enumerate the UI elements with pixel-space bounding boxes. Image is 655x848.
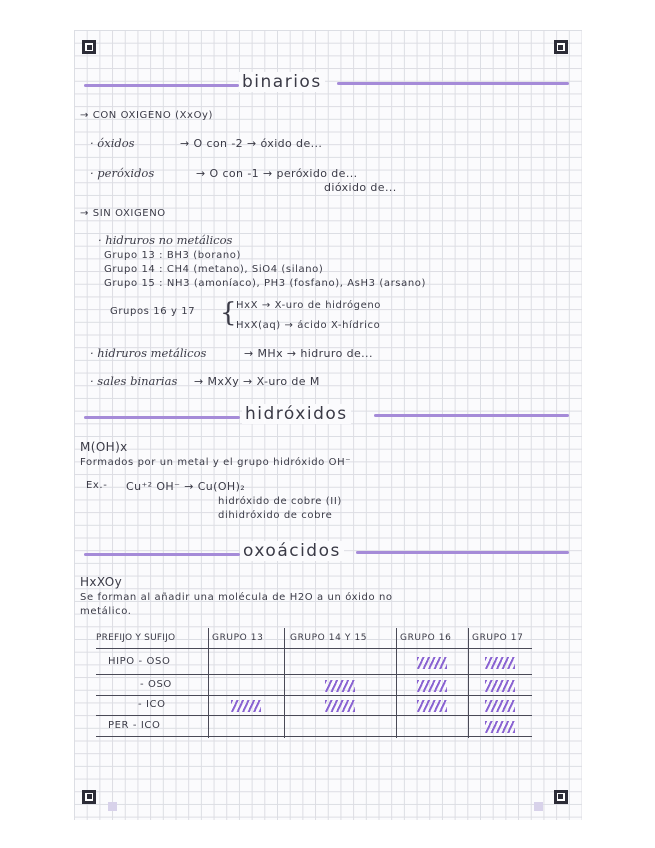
oxoacido-description-1: Se forman al añadir una molécula de H2O a un óxido no (80, 592, 393, 603)
sales-binarias-label: · sales binarias (90, 374, 178, 388)
grupo-15-line: Grupo 15 : NH3 (amoníaco), PH3 (fosfano), AsH3 (arsano) (104, 278, 426, 289)
corner-marker-top-right (554, 40, 568, 54)
hx-aq-rule: HxX(aq) → ácido X-hídrico (236, 320, 381, 331)
table-header: GRUPO 13 (212, 633, 264, 643)
hatch-mark (485, 721, 515, 733)
corner-marker-bottom-left (82, 790, 96, 804)
grupo-14-line: Grupo 14 : CH4 (metano), SiO4 (silano) (104, 264, 324, 275)
example-name-2: dihidróxido de cobre (218, 510, 333, 521)
corner-marker-bottom-right (554, 790, 568, 804)
hidroxido-description: Formados por un metal y el grupo hidróxido OH⁻ (80, 457, 352, 468)
peroxidos-alt: dióxido de... (324, 181, 397, 194)
table-header: GRUPO 17 (472, 633, 524, 643)
hatch-mark (485, 657, 515, 669)
hatch-mark (325, 700, 355, 712)
sin-oxigeno-title: → SIN OXIGENO (80, 208, 166, 219)
grupos-16-17-label: Grupos 16 y 17 (110, 306, 196, 317)
hidruros-metalicos-rule: → MHx → hidruro de... (244, 347, 373, 360)
hatch-mark (325, 680, 355, 692)
table-row-label: - ICO (138, 699, 166, 710)
table-rule (96, 648, 532, 649)
hatch-mark (417, 680, 447, 692)
con-oxigeno-title: → CON OXIGENO (XxOy) (80, 110, 214, 121)
table-rule (96, 736, 532, 737)
table-rule (96, 715, 532, 716)
hatch-mark (417, 700, 447, 712)
hidruros-metalicos-label: · hidruros metálicos (90, 346, 207, 360)
heading-rule (84, 553, 240, 556)
section-heading-oxoacidos: oxoácidos (240, 541, 344, 561)
table-rule (208, 628, 209, 738)
hx-rule: HxX → X-uro de hidrógeno (236, 300, 382, 311)
hatch-mark (485, 700, 515, 712)
heading-rule (337, 82, 569, 85)
table-row-label: PER - ICO (108, 720, 161, 731)
table-rule (284, 628, 285, 738)
sales-binarias-rule: → MxXy → X-uro de M (194, 375, 320, 388)
table-rule (396, 628, 397, 738)
page-square-mark (534, 802, 543, 811)
peroxidos-label: · peróxidos (90, 166, 155, 180)
page-square-mark (108, 802, 117, 811)
peroxidos-rule: → O con -1 → peróxido de... (196, 167, 358, 180)
example-name-1: hidróxido de cobre (II) (218, 496, 342, 507)
grupo-13-line: Grupo 13 : BH3 (borano) (104, 250, 241, 261)
hatch-mark (231, 700, 261, 712)
hidroxido-formula: M(OH)x (80, 440, 128, 454)
heading-rule (84, 84, 239, 87)
oxidos-rule: → O con -2 → óxido de... (180, 137, 323, 150)
section-heading-binarios: binarios (239, 72, 325, 92)
table-rule (468, 628, 469, 738)
oxoacido-description-2: metálico. (80, 606, 132, 617)
hatch-mark (417, 657, 447, 669)
table-row-label: HIPO - OSO (108, 656, 171, 667)
section-heading-hidroxidos: hidróxidos (242, 404, 351, 424)
example-equation: Cu⁺² OH⁻ → Cu(OH)₂ (126, 480, 246, 493)
oxoacido-formula: HxXOy (80, 575, 123, 589)
table-header: GRUPO 14 Y 15 (290, 633, 368, 643)
hatch-mark (485, 680, 515, 692)
table-rule (96, 695, 532, 696)
brace-icon: { (220, 298, 237, 328)
table-rule (96, 674, 532, 675)
heading-rule (356, 551, 569, 554)
corner-marker-top-left (82, 40, 96, 54)
heading-rule (374, 414, 569, 417)
table-row-label: - OSO (140, 679, 172, 690)
hidruros-no-metalicos-label: · hidruros no metálicos (98, 233, 233, 247)
notebook-page (74, 30, 582, 820)
example-label: Ex.- (86, 480, 108, 491)
oxidos-label: · óxidos (90, 136, 135, 150)
table-header: PREFIJO Y SUFIJO (96, 633, 176, 643)
heading-rule (84, 416, 240, 419)
table-header: GRUPO 16 (400, 633, 452, 643)
